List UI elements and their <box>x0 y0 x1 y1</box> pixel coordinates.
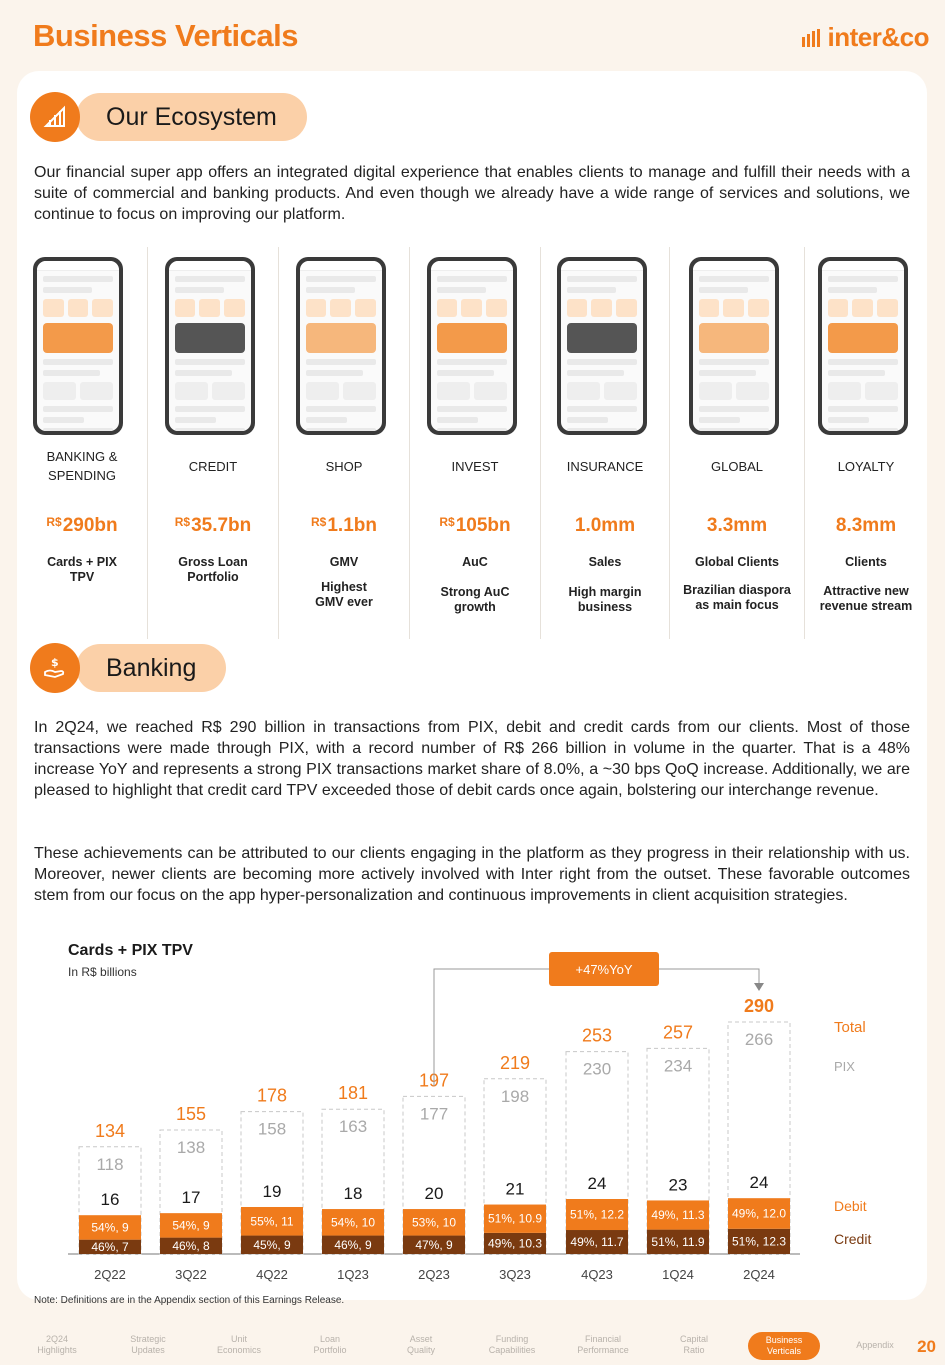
metric-line: Cards + PIX <box>47 555 117 569</box>
pix-value-label: 163 <box>338 1117 368 1137</box>
legend-total: Total <box>834 1019 866 1036</box>
nav-item-loan-portfolio[interactable] <box>285 1334 375 1356</box>
cards-value-label: 18 <box>343 1184 363 1204</box>
arrow-down-icon <box>754 983 764 991</box>
nav-item-label: Asset <box>409 1334 433 1344</box>
total-value-label: 257 <box>662 1022 694 1043</box>
highlight-line: High margin <box>568 585 642 599</box>
legend-pix: PIX <box>834 1059 855 1074</box>
cards-value-label: 24 <box>749 1173 769 1193</box>
total-value-label: 253 <box>581 1025 613 1046</box>
debit-label: 54%, 9 <box>91 1220 129 1235</box>
metric-line: Global Clients <box>694 555 780 569</box>
x-tick-label: 2Q24 <box>743 1267 775 1282</box>
metric-line: Clients <box>845 555 887 569</box>
nav-item-label: Strategic <box>130 1334 166 1344</box>
cards-value-label: 24 <box>587 1174 607 1194</box>
currency-symbol: R$ <box>311 515 327 529</box>
total-value-label: 181 <box>337 1083 369 1104</box>
currency-symbol: R$ <box>439 515 455 529</box>
nav-item-label: Ratio <box>683 1345 705 1355</box>
metric-line: TPV <box>69 570 95 584</box>
total-value-label: 134 <box>94 1120 126 1141</box>
total-value-label: 219 <box>499 1052 531 1073</box>
highlight-line: growth <box>454 600 496 614</box>
banking-paragraph-2: These achievements can be attributed to our clients engaging in the platform as they progress in their relationship with us. Moreover, newer clients are becoming more actively involved with Inter right from the outset. These favorable outcomes stem from our focus on the app hyper-personalization and continuous improvements in client acquisition strategies. <box>34 845 910 904</box>
highlight-line: Brazilian diaspora <box>683 583 791 597</box>
currency-symbol: R$ <box>174 515 191 529</box>
value-number: 35.7bn <box>191 515 252 536</box>
nav-item-label: Funding <box>495 1334 529 1344</box>
credit-label: 49%, 11.7 <box>570 1235 624 1250</box>
pix-value-label: 118 <box>96 1154 124 1174</box>
nav-item-appendix[interactable] <box>830 1340 920 1351</box>
x-tick-label: 2Q22 <box>94 1267 126 1282</box>
nav-item-label: Performance <box>577 1345 629 1355</box>
nav-item-financial-performance[interactable] <box>558 1334 648 1356</box>
total-value-label: 178 <box>256 1085 288 1106</box>
vertical-label-line: SPENDING <box>48 468 116 483</box>
pix-value-label: 234 <box>663 1056 693 1076</box>
debit-label: 51%, 12.2 <box>569 1207 625 1222</box>
nav-item-label: Loan <box>319 1334 341 1344</box>
nav-item-label: Capital <box>679 1334 708 1344</box>
ecosystem-heading-label: Our Ecosystem <box>76 93 307 141</box>
vertical-label-line: BANKING & <box>46 449 118 464</box>
debit-label: 49%, 11.3 <box>651 1208 705 1223</box>
credit-label: 46%, 9 <box>334 1237 372 1252</box>
total-value-label: 155 <box>175 1104 207 1124</box>
credit-label: 49%, 10.3 <box>487 1236 543 1251</box>
debit-label: 54%, 10 <box>330 1215 376 1230</box>
cards-value-label: 16 <box>100 1190 120 1210</box>
nav-item-label: Portfolio <box>313 1345 347 1355</box>
logo-text: inter&co <box>827 22 929 52</box>
highlight-line: as main focus <box>695 598 779 612</box>
nav-item-unit-economics[interactable] <box>194 1334 284 1356</box>
pix-value-label: 198 <box>500 1086 530 1106</box>
credit-label: 47%, 9 <box>415 1237 453 1252</box>
x-tick-label: 1Q23 <box>337 1267 369 1282</box>
credit-label: 46%, 7 <box>91 1239 129 1254</box>
vertical-label-line: INSURANCE <box>566 459 644 474</box>
value-number: 1.1bn <box>327 515 377 536</box>
money-hand-icon <box>30 643 80 693</box>
page-title: Business Verticals <box>33 18 298 53</box>
vertical-label-line: GLOBAL <box>710 459 764 474</box>
value-number: 3.3mm <box>706 515 768 536</box>
x-tick-label: 1Q24 <box>662 1267 694 1282</box>
ecosystem-icon <box>30 92 80 142</box>
nav-item-label: Capabilities <box>488 1345 536 1355</box>
x-tick-label: 3Q22 <box>175 1267 207 1282</box>
debit-label: 53%, 10 <box>411 1215 457 1230</box>
nav-item-label: Verticals <box>766 1346 801 1356</box>
debit-label: 55%, 11 <box>250 1214 294 1229</box>
vertical-label-line: SHOP <box>325 459 363 474</box>
nav-item-label: Economics <box>216 1345 261 1355</box>
credit-label: 46%, 8 <box>172 1238 210 1253</box>
banking-heading-label: Banking <box>76 644 226 692</box>
chart-subtitle: In R$ billions <box>68 965 137 979</box>
nav-item-label: Business <box>765 1335 803 1345</box>
total-value-label: 197 <box>418 1070 450 1091</box>
x-tick-label: 4Q22 <box>256 1267 288 1282</box>
highlight-line: business <box>577 600 633 614</box>
highlight-line: GMV ever <box>315 595 373 609</box>
nav-item-label: Financial <box>584 1334 622 1344</box>
debit-label: 54%, 9 <box>172 1218 210 1233</box>
nav-item-label: Unit <box>230 1334 247 1344</box>
nav-item-label: Updates <box>131 1345 165 1355</box>
nav-item-capital-ratio[interactable] <box>649 1334 739 1356</box>
currency-symbol: R$ <box>46 515 62 529</box>
total-value-label: 290 <box>743 996 775 1016</box>
yoy-annotation: +47%YoY <box>575 962 633 977</box>
legend-debit: Debit <box>834 1198 867 1214</box>
highlight-line: revenue stream <box>819 599 913 613</box>
pix-value-label: 230 <box>582 1059 612 1079</box>
nav-item-label: Highlights <box>37 1345 77 1355</box>
vertical-label-line: INVEST <box>451 459 499 474</box>
nav-item-label: 2Q24 <box>45 1334 69 1344</box>
credit-label: 51%, 11.9 <box>651 1234 705 1249</box>
vertical-label-line: LOYALTY <box>837 459 895 474</box>
chart-title: Cards + PIX TPV <box>68 942 193 959</box>
x-tick-label: 4Q23 <box>581 1267 613 1282</box>
pix-value-label: 266 <box>744 1030 774 1049</box>
metric-line: GMV <box>329 555 359 569</box>
debit-label: 49%, 12.0 <box>731 1206 787 1221</box>
value-number: 1.0mm <box>574 515 636 536</box>
cards-value-label: 17 <box>181 1188 201 1208</box>
value-number: 105bn <box>455 515 511 536</box>
vertical-label-line: CREDIT <box>188 459 238 474</box>
highlight-line: Strong AuC <box>440 585 510 599</box>
footnote: Note: Definitions are in the Appendix section of this Earnings Release. <box>34 1295 345 1306</box>
cards-value-label: 20 <box>424 1184 444 1204</box>
banking-paragraph-1: In 2Q24, we reached R$ 290 billion in transactions from PIX, debit and credit cards from our clients. Most of those transactions were made through PIX, with a record number of R$ 266 billion in volume in the quarter. That is a 48% increase YoY and represents a strong PIX transactions market share of 8.0%, a ~30 bps QoQ increase. Additionally, we are pleased to highlight that credit card TPV exceeded those of debit cards once again, bolstering our interchange revenue. <box>34 719 910 799</box>
cards-value-label: 19 <box>262 1182 282 1201</box>
ecosystem-intro: Our financial super app offers an integrated digital experience that enables clients to manage and fulfill their needs with a suite of commercial and banking products. And even though we already have a wide range of services and solutions, we continue to focus on improving our platform. <box>34 164 910 223</box>
metric-line: Portfolio <box>187 570 239 584</box>
nav-item-label: Appendix <box>856 1340 894 1350</box>
value-number: 290bn <box>62 515 118 536</box>
highlight-line: Attractive new <box>823 584 909 598</box>
page-number: 20 <box>917 1337 936 1356</box>
metric-line: Sales <box>588 555 622 569</box>
nav-item-funding-capabilities[interactable] <box>467 1334 557 1356</box>
section-nav <box>0 1330 945 1365</box>
x-tick-label: 2Q23 <box>418 1267 450 1282</box>
pix-value-label: 177 <box>419 1104 449 1124</box>
pix-value-label: 138 <box>176 1138 206 1157</box>
x-tick-label: 3Q23 <box>499 1267 531 1282</box>
value-number: 8.3mm <box>835 515 897 536</box>
svg-text:$: $ <box>51 656 59 669</box>
nav-item-label: Quality <box>406 1345 435 1355</box>
credit-label: 51%, 12.3 <box>731 1234 787 1249</box>
nav-item-strategic-updates[interactable] <box>103 1334 193 1356</box>
nav-item-asset-quality[interactable] <box>376 1334 466 1356</box>
credit-label: 45%, 9 <box>253 1237 291 1252</box>
nav-item-business-verticals[interactable] <box>748 1332 820 1360</box>
highlight-line: Highest <box>321 580 367 594</box>
metric-line: Gross Loan <box>178 555 248 569</box>
debit-label: 51%, 10.9 <box>487 1211 543 1226</box>
cards-value-label: 21 <box>505 1179 525 1199</box>
nav-item-2q24-highlights[interactable] <box>12 1334 102 1356</box>
metric-line: AuC <box>462 555 488 569</box>
pix-value-label: 158 <box>257 1119 287 1139</box>
cards-value-label: 23 <box>668 1175 688 1195</box>
legend-credit: Credit <box>834 1231 872 1247</box>
